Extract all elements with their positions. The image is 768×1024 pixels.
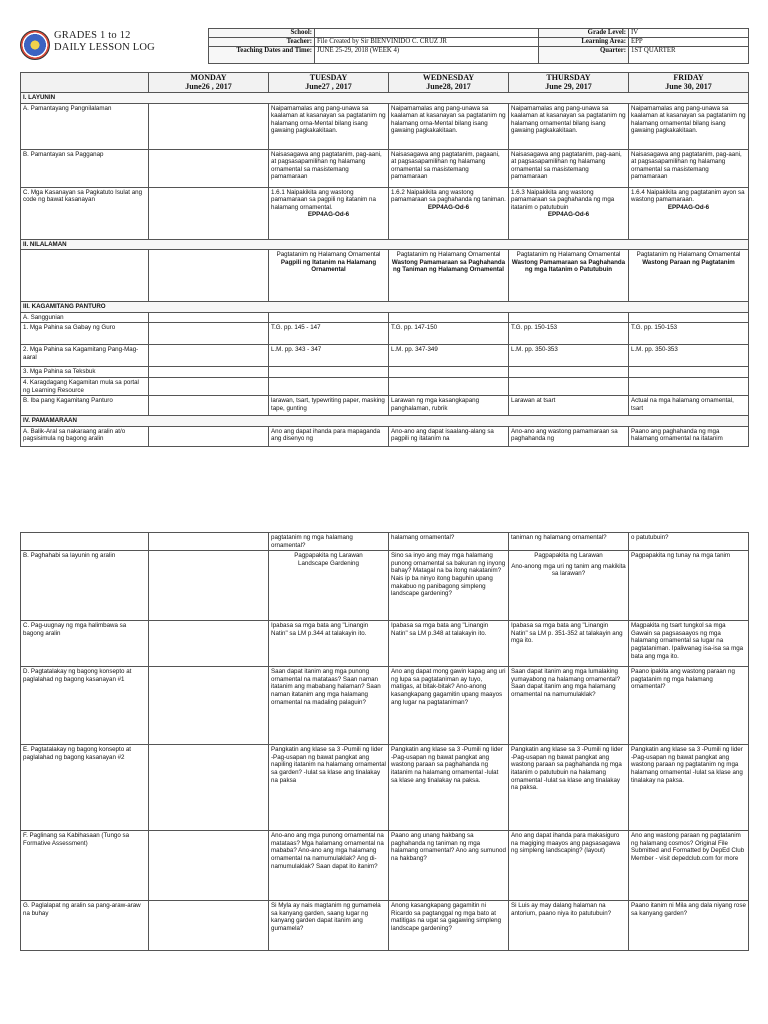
row-karagdagang-kagamitan: 4. Karagdagang Kagamitan mula sa portal ng Learning Resource — [21, 377, 749, 395]
row-teksbuk: 3. Mga Pahina sa Teksbuk — [21, 367, 749, 378]
row-balik-aral-continued: pagtatanim ng mga halamang ornamental? halamang ornamental? taniman ng halamang ornamental? o patutubuin? — [21, 533, 749, 551]
quarter-label: Quarter: — [539, 47, 629, 64]
corner-cell — [21, 73, 149, 93]
row-pamantayang-pangnilalaman: A. Pamantayang Pangnilalaman Naipamamalas ang pang-unawa sa kaalaman at kasanayan sa pagtatanim ng halamang orna-Mental bilang isang gawaing pagkakakitaan. Naipamamalas ang pang-unawa sa kaalaman at kasanayan sa pagtatanim ng halamang orna-Mental bilang isang gawaing pagkakakitaan. Naipamamalas ang pang-unawa sa kaalaman at kasanayan sa pagtatanim ng halamang ornamental bilang isang gawaing pagkakakitaan. Naipamamalas ang pang-unawa sa kaalaman at kasanayan sa pagtatanim ng halamang ornamental bilang isang gawaing pagkakakitaan. — [21, 103, 749, 149]
school-value — [315, 29, 539, 38]
area-value: EPP — [629, 38, 749, 47]
row-label: B. Pamantayan sa Pagganap — [21, 149, 149, 187]
row-pag-uugnay: C. Pag-uugnay ng mga halimbawa sa bagong aralin Ipabasa sa mga bata ang "Linangin Natin" sa LM p.344 at talakayin ito. Ipabasa sa mga bata ang "Linangin Natin" sa LM p.348 at talakayin ito. Ipabasa sa mga bata ang "Linangin Natin" sa LM p. 351-352 at talakayin ang mga ito. Magpakita ng tsart tungkol sa mga Gawain sa pagsasaayos ng mga halamang ornamental sa lugar na pagtataniman. Ipaliwanag isa-isa sa mga bata ang mga ito. — [21, 621, 749, 667]
row-kasanayan: C. Mga Kasanayan sa Pagkatuto Isulat ang code ng bawat kasanayan 1.6.1 Naipakikita ang wastong pamamaraan sa pagpili ng itatanim na halamang ornamental. EPP4AG-Od-6 1.6.2 Naipakikita ang wastong pamamaraan sa paghahanda ng taniman. EPP4AG-Od-6 1.6.3 Naipakikita ang wastong pamamaraan sa paghahanda ng mga itatanim o patutubuin EPP4AG-Od-6 1.6.4 Naipakikita ang pagtatanim ayon sa wastong pamamaraan. EPP4AG-Od-6 — [21, 187, 749, 239]
row-pamantayan-sa-pagganap: B. Pamantayan sa Pagganap Naisasagawa ang pagtatanim, pag-aani, at pagsasapamilihan ng halamang ornamental sa masistemang pamamaraan Naisasagawa ang pagtatanim, pagaani, at pagsasapamilihan ng halamang ornamental sa masistemang pamamaraan Naisasagawa ang pagtatanim, pag-aani, at pagsasapamilihan ng halamang ornamental sa masistemang pamamaraan Naisasagawa ang pagtatanim, pag-aani, at pagsasapamilihan ng halamang ornamental sa masistemang pamamaraan — [21, 149, 749, 187]
row-balik-aral: A. Balik-Aral sa nakaraang aralin at/o pagsisimula ng bagong aralin Ano ang dapat ihanda para mapaganda ang disenyo ng Ano-ano ang dapat isaalang-alang sa pagpili ng itatanim na Ano-ano ang wastong pamamaraan sa paghahanda ng Paano ang paghahanda ng mga halamang ornamental na itatanim — [21, 426, 749, 446]
section-kagamitang-panturo: III. KAGAMITANG PANTURO — [21, 302, 749, 313]
section-layunin: I. LAYUNIN — [21, 93, 749, 104]
days-header-row — [21, 73, 749, 93]
row-paglalapat: G. Paglalapat ng aralin sa pang-araw-araw na buhay Si Myla ay nais magtanim ng gumamela sa kanyang garden, saang lugar ng kanyang garden dapat itanim ang gumamela? Anong kasangkapang gagamitin ni Ricardo sa pagtanggal ng mga bato at matitigas na ugat sa gagawing simpleng landscape gardening? Si Luis ay may dalang halaman na antorium, paano niya ito patutubuin? Paano itanim ni Mila ang dala niyang rose sa kanyang garden? — [21, 901, 749, 951]
grade-label: Grade Level: — [539, 29, 629, 38]
row-nilalaman-content: Pagtatanim ng Halamang Ornamental Pagpili ng Itatanim na Halamang Ornamental Pagtatanim ng Halamang Ornamental Wastong Pamamaraan sa Paghahanda ng Taniman ng Halamang Ornamental Pagtatanim ng Halamang Ornamental Wastong Pamamaraan sa Paghahanda ng mga Itatanim o Patutubuin Pagtatanim ng Halamang Ornamental Wastong Paraan ng Pagtatanim — [21, 250, 749, 302]
competency-code: EPP4AG-Od-6 — [307, 211, 350, 219]
day-monday: MONDAY June26 , 2017 — [149, 73, 269, 93]
row-gabay-ng-guro: 1. Mga Pahina sa Gabay ng Guro T.G. pp. 145 - 147 T.G. pp. 147-150 T.G. pp. 150-153 T.G. pp. 150-153 — [21, 323, 749, 345]
brand-line2: DAILY LESSON LOG — [54, 42, 155, 53]
day-thursday: THURSDAY June 29, 2017 — [509, 73, 629, 93]
row-konsepto-1: D. Pagtatalakay ng bagong konsepto at paglalahad ng bagong kasanayan #1 Saan dapat itanim ang mga punong ornamental na matataas? Saan naman itatanim ang mababang halaman? Saan naman itatanim ang mga halamang ornamental na madaling palaguin? Ano ang dapat mong gawin kapag ang uri ng lupa sa pagtataniman ay tuyo, matigas, at bitak-bitak? Ano-anong kasangkapang gagamitin upang maayos ang lugar na pagtataniman? Saan dapat itanim ang mga lumalaking yumayabong na halamang ornamental? Saan dapat itanim ang mga halamang ornamental na namumulaklak? Paano ipakita ang wastong paraan ng pagtatanim ng mga halamang ornamental? — [21, 667, 749, 745]
dates-label: Teaching Dates and Time: — [209, 47, 315, 64]
row-paglinang-sa-kabihasaan: F. Paglinang sa Kabihasaan (Tungo sa Formative Assessment) Ano-ano ang mga punong ornamental na matataas? Mga halamang ornamental na mababa? Ano-ano ang mga halamang ornamental na namumulaklak? Ang di-namumulaklak? Saan dapat ito itanim? Paano ang unang hakbang sa paghahanda ng taniman ng mga halamang ornamental? Ano ang sumunod na hakbang? Ano ang dapat ihanda para makasiguro na magiging maayos ang pagsasagawa ng simpleng landscaping? (layout) Ano ang wastong paraan ng pagtatanim ng halamang cosmos? Original File Submitted and Formatted by DepEd Club Member - visit depedclub.com for more — [21, 831, 749, 901]
day-wednesday: WEDNESDAY June28, 2017 — [389, 73, 509, 93]
competency-code: EPP4AG-Od-6 — [667, 203, 710, 211]
teacher-label: Teacher: — [209, 38, 315, 47]
row-label: C. Mga Kasanayan sa Pagkatuto Isulat ang code ng bawat kasanayan — [21, 187, 149, 239]
teacher-value: File Created by Sir BIENVINIDO C. CRUZ JR — [315, 38, 539, 47]
grade-value: IV — [629, 29, 749, 38]
section-pamamaraan: IV. PAMAMARAAN — [21, 416, 749, 427]
brand-line1: GRADES 1 to 12 — [54, 30, 131, 41]
page-two — [20, 532, 748, 951]
row-iba-pang-kagamitan: B. Iba pang Kagamitang Panturo larawan, tsart, typewriting paper, masking tape, gunting Larawan ng mga kasangkapang panghalaman, rubrik Larawan at tsart Actual na mga halamang ornamental, tsart — [21, 396, 749, 416]
row-kagamitang-mag-aaral: 2. Mga Pahina sa Kagamitang Pang-Mag-aaral L.M. pp. 343 - 347 L.M. pp. 347-349 L.M. pp. 350-353 L.M. pp. 350-353 — [21, 345, 749, 367]
page-one — [20, 28, 748, 447]
lesson-table-page2 — [20, 532, 749, 951]
quarter-value: 1ST QUARTER — [629, 47, 749, 64]
header — [20, 28, 748, 72]
competency-code: EPP4AG-Od-6 — [427, 203, 470, 211]
brand-title — [54, 30, 155, 54]
row-sanggunian: A. Sanggunian — [21, 312, 749, 323]
dates-value: JUNE 25-29, 2018 (WEEK 4) — [315, 47, 539, 64]
day-tuesday: TUESDAY June27 , 2017 — [269, 73, 389, 93]
lesson-table-page1 — [20, 72, 749, 447]
info-table — [208, 28, 749, 64]
row-konsepto-2: E. Pagtatalakay ng bagong konsepto at paglalahad ng bagong kasanayan #2 Pangkatin ang klase sa 3 -Pumili ng lider -Pag-usapan ng bawat pangkat ang napiling itatanim na halamang ornamental sa garden? -Iulat sa klase ang tinalakay na paksa Pangkatin ang klase sa 3 -Pumili ng lider -Pag-usapan ng bawat pangkat ang wastong paraan sa paghahanda ng itatanim na halamang ornamental -Iulat sa klase ang tinalakay na paksa. Pangkatin ang klase sa 3 -Pumili ng lider -Pag-usapan ng bawat pangkat ang wastong paraan sa paghahanda ng mga itatanim o patutubuin na halamang ornamental -Iulat sa klase ang tinalakay na paksa. Pangkatin ang klase sa 3 -Pumili ng lider -Pag-usapan ng bawat pangkat ang wastong paraan ng pagtatanim ng mga halamang ornamental -Iulat sa klase ang tinalakay na paksa. — [21, 745, 749, 831]
row-label: A. Pamantayang Pangnilalaman — [21, 103, 149, 149]
deped-seal-icon — [20, 30, 50, 60]
school-label: School: — [209, 29, 315, 38]
section-nilalaman: II. NILALAMAN — [21, 239, 749, 250]
area-label: Learning Area: — [539, 38, 629, 47]
competency-code: EPP4AG-Od-6 — [547, 211, 590, 219]
row-paghahabi: B. Paghahabi sa layunin ng aralin Pagpapakita ng Larawan Landscape Gardening Sino sa inyo ang may mga halamang punong ornamental sa bakuran ng inyong bahay? Matagal na ba itong nakatanim? Nais ip ba ninyo itong baguhin upang makabuo ng panibagong simpleng landscape gardening? Pagpapakita ng Larawan Ano-anong mga uri ng tanim ang makikita sa larawan? Pagpapakita ng tunay na mga tanim — [21, 551, 749, 621]
day-friday: FRIDAY June 30, 2017 — [629, 73, 749, 93]
